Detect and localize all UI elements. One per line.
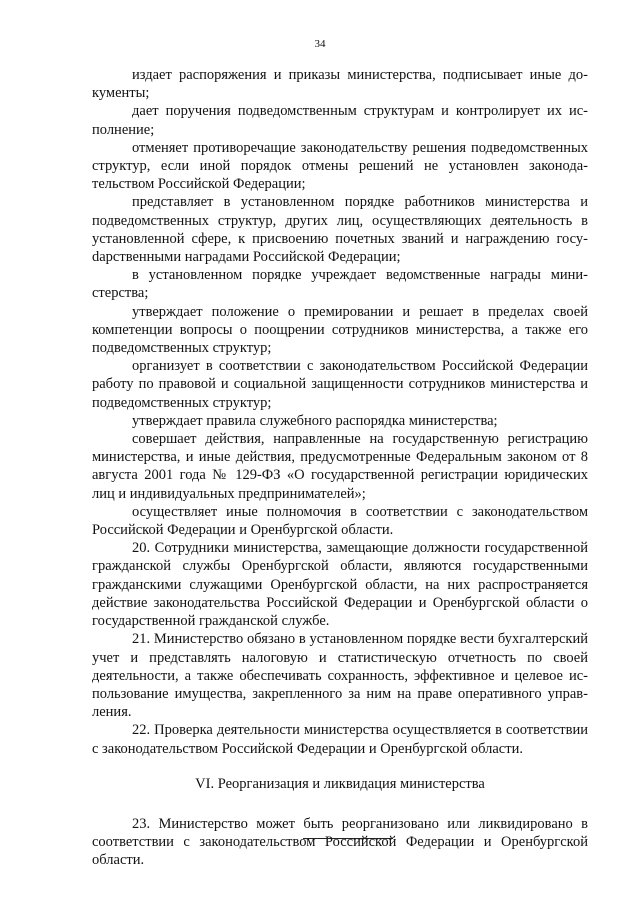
paragraph-clause-23: 23. Министерство может быть реорганизовано или ликвидировано в соответствии с законодательством Российской Федерации и Оренбургской области. xyxy=(92,815,588,869)
paragraph: дает поручения подведомственным структурам и контролирует их исполнение; xyxy=(92,103,588,138)
end-divider-line xyxy=(303,838,393,839)
paragraph: в установленном порядке учреждает ведомственные награды министерства; xyxy=(92,267,588,302)
page-number: 34 xyxy=(314,38,326,50)
paragraph-clause-20: 20. Сотрудники министерства, замещающие должности государственной гражданской службы Оренбургской области, являются государственными гражданскими служащими Оренбургской области, на них распространяется действие законодательства Российской Федерации и Оренбургской области о государственной гражданской службе. xyxy=(92,540,588,630)
paragraph: представляет в установленном порядке работников министерства и подведомственных структур, других лиц, осуществляющих деятельность в установленной сфере, к присвоению почетных званий и награждению госуdарственными наградами Российской Федерации; xyxy=(92,194,588,266)
paragraph: совершает действия, направленные на государственную регистрацию министерства, и иные действия, предусмотренные Федеральным законом от 8 августа 2001 года № 129-ФЗ «О государственной регистрации юридических лиц и индивидуальных предпринимателей»; xyxy=(92,431,588,502)
paragraph-clause-21: 21. Министерство обязано в установленном порядке вести бухгалтерский учет и представлять налоговую и статистическую отчетность по своей деятельности, а также обеспечивать сохранность, эффективное и целевое использование имущества, закрепленного за ним на праве оперативного управления. xyxy=(92,631,588,721)
document-body xyxy=(92,66,588,870)
paragraph: отменяет противоречащие законодательству решения подведомственных структур, если иной порядок отмены решений не установлен законодательством Российской Федерации; xyxy=(92,139,588,193)
paragraph: организует в соответствии с законодательством Российской Федерации работу по правовой и социальной защищенности сотрудников министерства и подведомственных структур; xyxy=(92,358,588,411)
paragraph: утверждает правила служебного распорядка министерства; xyxy=(132,412,498,429)
section-heading: VI. Реорганизация и ликвидация министерства xyxy=(195,775,485,792)
paragraph: издает распоряжения и приказы министерства, подписывает иные документы; xyxy=(92,67,588,102)
paragraph: осуществляет иные полномочия в соответствии с законодательством Российской Федерации и Оренбургской области. xyxy=(92,503,588,539)
paragraph-clause-22: 22. Проверка деятельности министерства осуществляется в соответствии с законодательством Российской Федерации и Оренбургской области. xyxy=(92,722,588,757)
paragraph: утверждает положение о премировании и решает в пределах своей компетенции вопросы о поощрении сотрудников министерства, а также его подведомственных структур; xyxy=(92,303,588,357)
